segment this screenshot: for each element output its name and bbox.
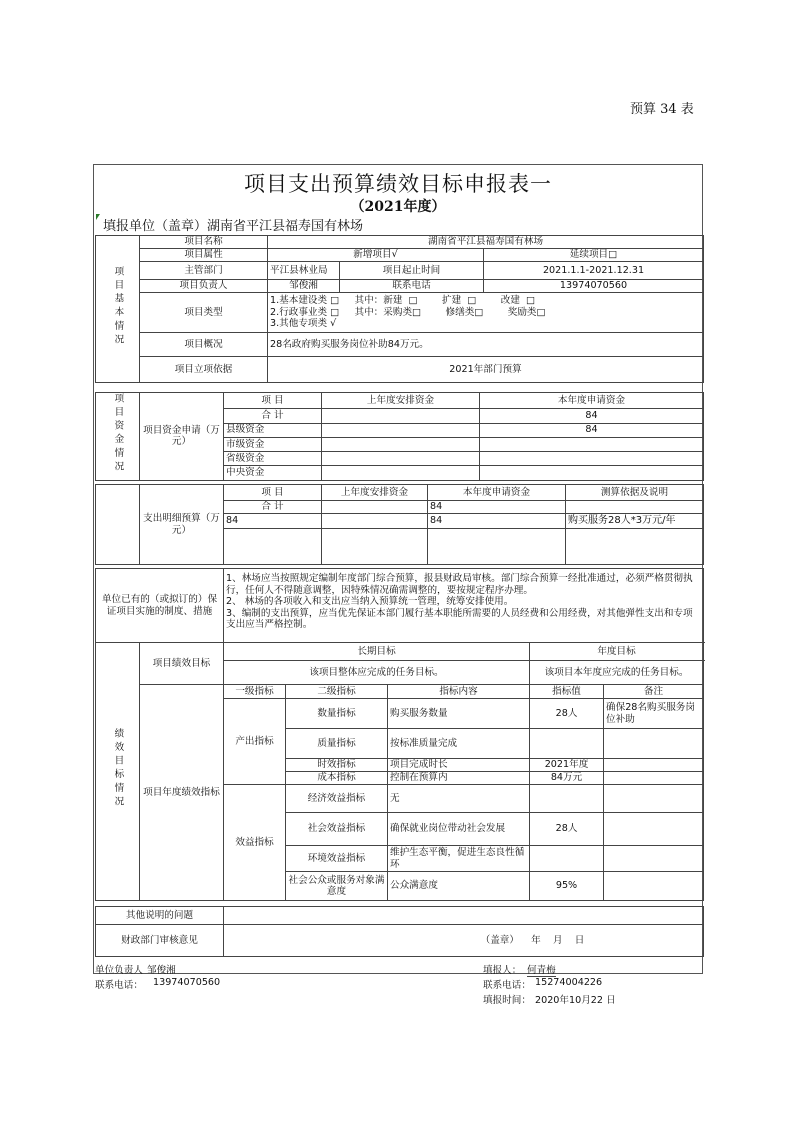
phone-label: 联系电话 <box>340 280 484 293</box>
system-table <box>95 568 704 643</box>
detail-total-last <box>322 501 428 514</box>
footer-filler-value: 何青梅 <box>527 962 556 977</box>
fund-row-last <box>322 437 480 451</box>
indicator-l2: 质量指标 <box>286 729 388 759</box>
fund-row-name: 县级资金 <box>224 423 322 437</box>
review-table <box>95 906 704 957</box>
fund-row-last <box>322 409 480 423</box>
indicator-value <box>530 846 604 872</box>
long-label: 长期目标 <box>224 643 530 661</box>
name-value: 湖南省平江县福寿国有林场 <box>268 236 704 249</box>
benefit-indicator: 效益指标 <box>224 785 286 901</box>
attr-label: 项目属性 <box>140 249 268 262</box>
footer-owner-label: 单位负责人 <box>95 965 143 976</box>
attr-continue: 延续项目□ <box>484 249 704 262</box>
year-label: 项目年度绩效指标 <box>140 685 224 901</box>
form-title: 项目支出预算绩效目标申报表一 <box>244 172 552 196</box>
detail-row-basis: 购买服务28人*3万元/年 <box>566 514 704 529</box>
indicator-l2: 社会效益指标 <box>286 813 388 846</box>
fund-row-this <box>480 466 704 480</box>
section-funds-cont <box>96 485 140 565</box>
indicator-note <box>604 813 704 846</box>
indicator-content: 无 <box>388 785 530 813</box>
phone-value: 13974070560 <box>484 280 704 293</box>
fund-row-this: 84 <box>480 409 704 423</box>
footer-phone-label: 联系电话： <box>95 980 143 991</box>
indicator-l2: 时效指标 <box>286 759 388 772</box>
overview-value: 28名政府购买服务岗位补助84万元。 <box>268 333 704 357</box>
basis-label: 项目立项依据 <box>140 357 268 383</box>
col-this: 本年度申请资金 <box>480 393 704 409</box>
detail-row-this: 84 <box>428 514 566 529</box>
col-content: 指标内容 <box>388 685 530 699</box>
detail-total-basis <box>566 501 704 514</box>
footer-owner-value: 邹俊湘 <box>147 965 176 976</box>
basis-value: 2021年部门预算 <box>268 357 704 383</box>
indicator-value <box>530 785 604 813</box>
annual-value: 该项目本年度应完成的任务目标。 <box>530 661 704 685</box>
fund-row-name: 中央资金 <box>224 466 322 480</box>
system-label: 单位已有的（或拟订的）保证项目实施的制度、措施 <box>96 569 224 643</box>
footer-filler-phone-label: 联系电话： <box>483 980 531 991</box>
other-label: 其他说明的问题 <box>96 907 224 925</box>
footer-phone-value: 13974070560 <box>153 977 221 988</box>
cell-marker-icon <box>96 214 100 220</box>
attr-new: 新增项目√ <box>268 249 484 262</box>
funds-table <box>95 392 704 481</box>
indicator-l2: 社会公众或服务对象满意度 <box>286 872 388 901</box>
other-value <box>224 907 704 925</box>
indicator-content: 购买服务数量 <box>388 699 530 729</box>
fund-row-last <box>322 466 480 480</box>
footer-date-label: 填报时间： <box>483 995 531 1006</box>
annual-label: 年度目标 <box>530 643 704 661</box>
detail-total-this: 84 <box>428 501 566 514</box>
section-basic: 项目基本情况 <box>96 236 140 383</box>
indicator-content: 维护生态平衡，促进生态良性循环 <box>388 846 530 872</box>
indicator-note <box>604 729 704 759</box>
col-value: 指标值 <box>530 685 604 699</box>
performance-table <box>95 642 704 901</box>
indicator-note <box>604 772 704 785</box>
fund-row-this: 84 <box>480 423 704 437</box>
period-value: 2021.1.1-2021.12.31 <box>484 262 704 280</box>
overview-label: 项目概况 <box>140 333 268 357</box>
indicator-l2: 成本指标 <box>286 772 388 785</box>
section-performance: 绩效目标情况 <box>96 643 140 901</box>
name-label: 项目名称 <box>140 236 268 249</box>
long-value: 该项目整体应完成的任务目标。 <box>224 661 530 685</box>
footer-date-value: 2020年10月22 日 <box>535 995 616 1006</box>
dept-value: 平江县林业局 <box>268 262 340 280</box>
type-options: 1.基本建设类 □ 其中：新建 □ 扩建 □ 改建 □ 2.行政事业类 □ 其中：采购类□ 修缮类□ 奖励类□ 3.其他专项类 √ <box>268 293 704 333</box>
fund-row-last <box>322 451 480 465</box>
indicator-l2: 经济效益指标 <box>286 785 388 813</box>
fund-row-last <box>322 423 480 437</box>
indicator-content: 控制在预算内 <box>388 772 530 785</box>
finance-sign: （盖章） 年 月 日 <box>224 925 704 957</box>
detail-col-last: 上年度安排资金 <box>322 485 428 501</box>
system-text: 1、林场应当按照规定编制年度部门综合预算，报县财政局审核。部门综合预算一经批准通过，必须严格贯彻执行，任何人不得随意调整，因特殊情况确需调整的，要按规定程序办理。 2、 林场的各项收入和支出应当纳入预算统一管理，统筹安排使用。 3、编制的支出预算，应当优先保证本部门履行基本职能所需要的人员经费和公用经费，对其他弹性支出和专项支出应当严格控制。 <box>224 569 704 643</box>
section-funds: 项目资金情况 <box>96 393 140 481</box>
indicator-note: 确保28名购买服务岗位补助 <box>604 699 704 729</box>
indicator-note <box>604 759 704 772</box>
col-item: 项 目 <box>224 393 322 409</box>
output-indicator: 产出指标 <box>224 699 286 785</box>
col-l2: 二级指标 <box>286 685 388 699</box>
col-note: 备注 <box>604 685 704 699</box>
indicator-value: 2021年度 <box>530 759 604 772</box>
indicator-note <box>604 785 704 813</box>
indicator-value: 84万元 <box>530 772 604 785</box>
footer-filler-label: 填报人： <box>483 965 522 976</box>
fund-row-name: 市级资金 <box>224 437 322 451</box>
dept-label: 主管部门 <box>140 262 268 280</box>
detail-col-this: 本年度申请资金 <box>428 485 566 501</box>
detail-col-basis: 测算依据及说明 <box>566 485 704 501</box>
indicator-content: 项目完成时长 <box>388 759 530 772</box>
apply-label: 项目资金申请（万元） <box>140 393 224 481</box>
detail-col-item: 项 目 <box>224 485 322 501</box>
indicator-l2: 数量指标 <box>286 699 388 729</box>
indicator-value: 28人 <box>530 813 604 846</box>
indicator-note <box>604 872 704 901</box>
goal-label: 项目绩效目标 <box>140 643 224 685</box>
owner-value: 邹俊湘 <box>268 280 340 293</box>
fund-row-this <box>480 437 704 451</box>
col-last: 上年度安排资金 <box>322 393 480 409</box>
type-label: 项目类型 <box>140 293 268 333</box>
detail-label: 支出明细预算（万元） <box>140 485 224 565</box>
indicator-value: 95% <box>530 872 604 901</box>
reporting-unit: 填报单位（盖章）湖南省平江县福寿国有林场 <box>103 219 364 234</box>
indicator-content: 公众满意度 <box>388 872 530 901</box>
fund-row-this <box>480 451 704 465</box>
indicator-note <box>604 846 704 872</box>
indicator-l2: 环境效益指标 <box>286 846 388 872</box>
basic-info-table <box>95 235 704 383</box>
form-number-label: 预算 34 表 <box>630 102 694 117</box>
fund-row-name: 合 计 <box>224 409 322 423</box>
indicator-content: 按标准质量完成 <box>388 729 530 759</box>
owner-label: 项目负责人 <box>140 280 268 293</box>
period-label: 项目起止时间 <box>340 262 484 280</box>
footer-filler-phone-value: 15274004226 <box>535 977 603 988</box>
form-year: （2021年度） <box>350 199 446 215</box>
indicator-value <box>530 729 604 759</box>
col-l1: 一级指标 <box>224 685 286 699</box>
detail-row-name: 84 <box>224 514 322 529</box>
fund-row-name: 省级资金 <box>224 451 322 465</box>
detail-total-name: 合 计 <box>224 501 322 514</box>
detail-row-last <box>322 514 428 529</box>
detail-table <box>95 484 704 565</box>
indicator-value: 28人 <box>530 699 604 729</box>
indicator-content: 确保就业岗位带动社会发展 <box>388 813 530 846</box>
finance-label: 财政部门审核意见 <box>96 925 224 957</box>
